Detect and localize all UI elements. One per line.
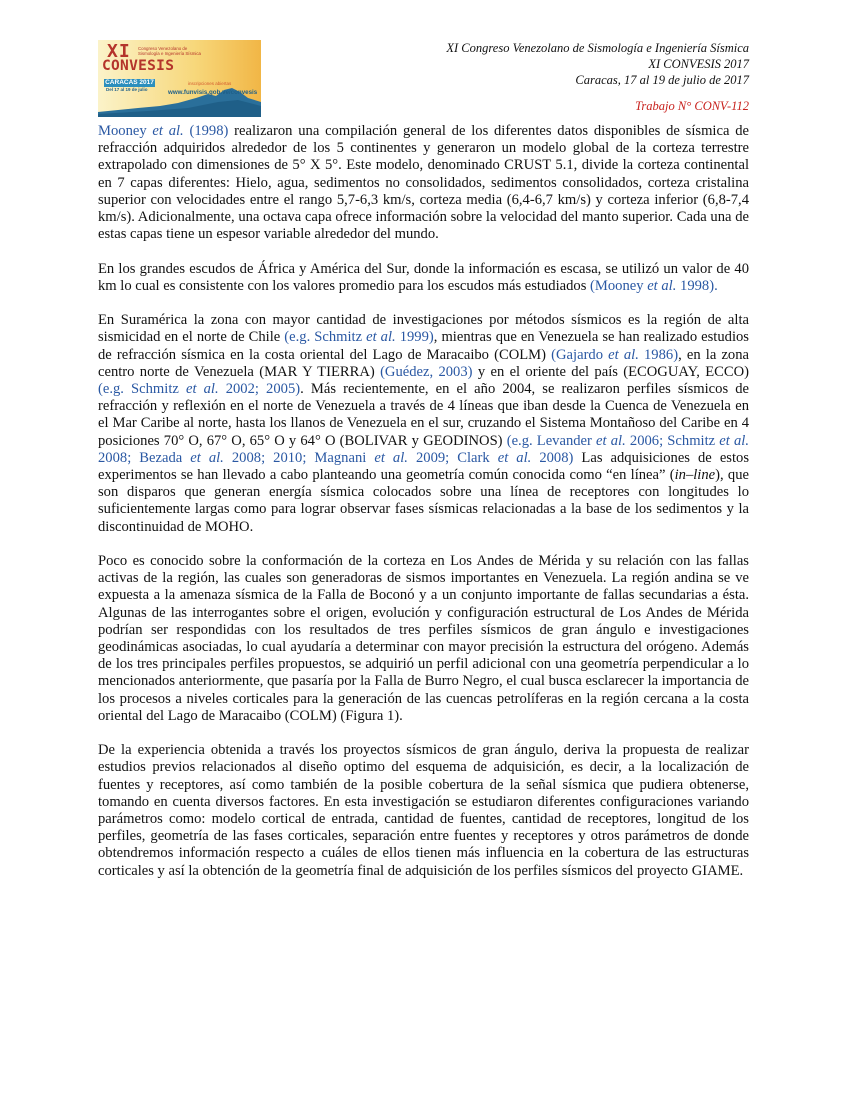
text-run: Poco es conocido sobre la conformación de la corteza en Los Andes de Mérida y su relación con las fallas activas de la región, las cuales son generadoras de sismos importantes en Venezuela. La región andina se ve expuesta a la amenaza sísmica de la Falla de Boconó y a un conjunto importante de fallas secundarias a ésta. Algunas de las interrogantes sobre el origen, evolución y configuración estructural de Los Andes de Mérida podrían ser respondidas con los resultados de tres perfiles sísmicos de gran ángulo e investigaciones geodinámicas asociadas, lo cual ayudaría a determinar con mayor precisión la estructura del orógeno. Además de los tres principales perfiles propuestos, se adquirió un perfil adicional con una geometría perpendicular a lo mencionados anteriormente, que pasaría por la Falla de Burro Negro, el cual busca esclarecer la importancia de los procesos a niveles corticales para la generación de las cuencas petrolíferas en la región cercana a la costa oriental del Lago de Maracaibo (COLM) (Figura 1). [98,553,749,724]
logo-congress-text: Congreso Venezolano de Sismología e Ingeniería Sísmica [138,46,201,57]
logo-url: www.funvisis.gob.ve/convesis [168,89,258,96]
paper-body [98,123,749,897]
citation-link[interactable]: et al. [185,381,219,398]
text-run: in–line [674,467,716,484]
citation-link[interactable]: (e.g. Schmitz [98,381,186,398]
paragraph [98,742,749,880]
logo-inscripciones: inscripciones abiertas [188,81,232,86]
convesis-logo [98,40,261,117]
citation-link[interactable]: et al. [374,449,408,466]
citation-link[interactable]: 2008) [531,449,574,466]
logo-badge: CARACAS 2017 [105,79,154,86]
citation-link[interactable]: et al. [190,449,224,466]
citation-link[interactable]: 1986) [638,346,679,363]
logo-convesis-text: CONVESIS [102,58,175,74]
citation-link[interactable]: Mooney [98,123,153,139]
text-run: , mientras que en Venezuela se han realizado estudios de refracción sísmica en la costa oriental del Lago de Maracaibo (COLM) [98,329,749,363]
text-run: realizaron una compilación general de los diferentes datos disponibles de sísmica de refracción adquiridos alrededor de los 5 continentes y generaron un modelo global de la corteza terrestre extrapolado con dimensiones de 5° X 5°. Este modelo, denominado CRUST 5.1, divide la corteza continental en 7 capas diferentes: Hielo, agua, sedimentos no consolidados, sedimentos consolidados, corteza cristalina superior con velocidades entre el rango 5,7-6,3 km/s, corteza media (6,4-6,7 km/s) y corteza inferior (6,8-7,4 km/s). Adicionalmente, una octava capa ofrece información sobre la velocidad del manto superior. Cada una de estas capas tiene un espesor variable alrededor del mundo. [98,123,749,243]
citation-link[interactable]: et al. [647,277,677,294]
header-date: Caracas, 17 al 19 de julio de 2017 [575,73,749,87]
text-run: En los grandes escudos de África y América del Sur, donde la información es escasa, se utilizó un valor de 40 km lo cual es consistente con los valores promedio para los escudos más estudiados [98,260,749,294]
logo-dates: Del 17 al 19 de julio [106,87,148,92]
logo-xi-text: XI [107,41,131,62]
citation-link[interactable]: 2002; 2005) [218,381,301,398]
paragraph [98,261,749,295]
paragraph [98,312,749,536]
citation-link[interactable]: et al. [596,432,626,449]
citation-link[interactable]: 2008; 2010; Magnani [223,449,375,466]
text-run: , en la zona centro norte de Venezuela (MAR Y TIERRA) [98,346,750,380]
citation-link[interactable]: 1998). [676,277,718,294]
text-run: y en el oriente del país (ECOGUAY, ECCO) [472,363,749,380]
citation-link[interactable]: 2009; Clark [407,449,498,466]
citation-link[interactable]: (Guédez, 2003) [380,363,473,380]
citation-link[interactable]: (Gajardo [551,346,609,363]
citation-link[interactable]: (1998) [183,123,229,139]
header-paper-number: Trabajo N° CONV-112 [635,99,749,113]
citation-link[interactable]: (e.g. Schmitz [284,329,367,346]
citation-link[interactable]: et al. [366,329,396,346]
citation-link[interactable]: et al. [152,123,184,139]
text-run: En Suramérica la zona con mayor cantidad de investigaciones por métodos sísmicos es la región de alta sismicidad en el norte de Chile [98,312,749,346]
text-run: De la experiencia obtenida a través los proyectos sísmicos de gran ángulo, deriva la propuesta de realizar estudios previos relacionados al diseño optimo del esquema de adquisición, es decir, a la localización de fuentes y receptores, así como también de la posible cobertura de la señal sísmica que pudiera obtenerse, tomando en cuenta diversos factores. En esta investigación se estudiaron diferentes configuraciones variando parámetros como: modelo cortical de entrada, cantidad de fuentes, cantidad de receptores, longitud de los perfiles, geometría de las fases corticales, separación entre fuentes y receptores y otros parámetros de donde obtendremos información respecto a cuáles de ellos tienen más influencia en la cobertura de las estructuras corticales y así la obtención de la geometría final de adquisición de los perfiles sísmicos del proyecto GIAME. [98,742,749,879]
header-congress: XI Congreso Venezolano de Sismología e Ingeniería Sísmica [446,41,749,55]
citation-link[interactable]: 2006; Schmitz [625,432,720,449]
citation-link[interactable]: 2008; Bezada [98,449,191,466]
text-run: . Más recientemente, en el año 2004, se realizaron perfiles sísmicos de refracción y reflexión en el norte de Venezuela a través de 4 líneas que iban desde la Cuenca de Venezuela en el Mar Caribe al norte, hasta los llanos de Venezuela en el sur, cruzando el Sistema Montañoso del Caribe en 4 posiciones 70° O, 67° O, 65° O y 64° O (BOLIVAR y GEODINOS) [98,381,749,449]
citation-link[interactable]: et al. [719,432,749,449]
paragraph [98,123,749,243]
paragraph [98,553,749,725]
citation-link[interactable]: (e.g. Levander [506,432,597,449]
header-edition: XI CONVESIS 2017 [648,57,749,71]
citation-link[interactable]: et al. [497,449,532,466]
page-header [446,40,749,114]
citation-link[interactable]: (Mooney [590,277,648,294]
citation-link[interactable]: et al. [608,346,639,363]
text-run: Las adquisiciones de estos experimentos se han llevado a cabo planteando una geometría común conocida como “en línea” ( [98,449,750,484]
citation-link[interactable]: 1999) [395,329,434,346]
text-run: ), que son disparos que generan energía sísmica colocados sobre una línea de receptores con longitudes lo suficientemente largas como para lograr observar fases sísmicas relacionadas a la base de los sedimentos y la discontinuidad de MOHO. [98,467,749,535]
